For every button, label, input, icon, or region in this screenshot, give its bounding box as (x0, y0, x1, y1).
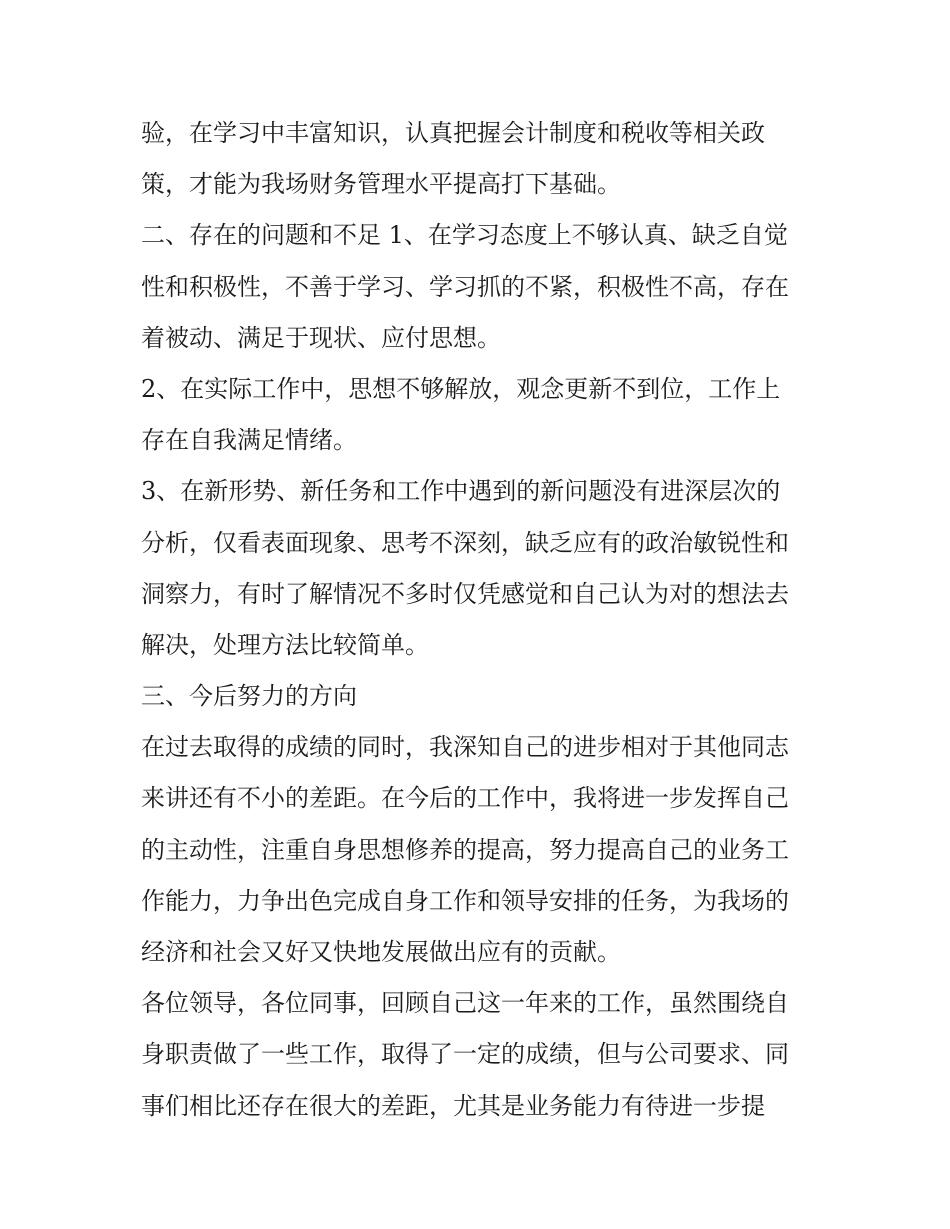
text-line: 策，才能为我场财务管理水平提高打下基础。 (141, 170, 621, 199)
text-line: 来讲还有不小的差距。在今后的工作中，我将进一步发挥自己 (141, 784, 789, 813)
text-line: 经济和社会又好又快地发展做出应有的贡献。 (141, 938, 621, 966)
text-line: 2、在实际工作中，思想不够解放，观念更新不到位，工作上 (141, 374, 781, 403)
text-line: 分析，仅看表面现象、思考不深刻，缺乏应有的政治敏锐性和 (141, 528, 789, 557)
text-line: 验，在学习中丰富知识，认真把握会计制度和税收等相关政 (141, 119, 765, 147)
text-line: 洞察力，有时了解情况不多时仅凭感觉和自己认为对的想法去 (141, 579, 789, 608)
section-heading: 三、今后努力的方向 (141, 682, 357, 711)
text-line: 3、在新形势、新任务和工作中遇到的新问题没有进深层次的 (141, 477, 781, 506)
text-line: 各位领导，各位同事，回顾自己这一年来的工作，虽然围绕自 (141, 989, 789, 1018)
text-line: 在过去取得的成绩的同时，我深知自己的进步相对于其他同志 (141, 733, 789, 762)
text-line: 解决，处理方法比较简单。 (141, 630, 429, 659)
text-line: 的主动性，注重自身思想修养的提高，努力提高自己的业务工 (141, 835, 789, 864)
text-line: 存在自我满足情绪。 (141, 426, 357, 455)
text-line: 事们相比还存在很大的差距，尤其是业务能力有待进一步提 (141, 1091, 765, 1120)
text-line: 着被动、满足于现状、应付思想。 (141, 323, 501, 352)
text-line: 性和积极性，不善于学习、学习抓的不紧，积极性不高，存在 (141, 272, 789, 301)
text-line: 身职责做了一些工作，取得了一定的成绩，但与公司要求、同 (141, 1040, 789, 1069)
text-line: 作能力，力争出色完成自身工作和领导安排的任务，为我场的 (141, 886, 789, 915)
document-body (141, 108, 813, 1132)
section-heading-line: 二、存在的问题和不足 1、在学习态度上不够认真、缺乏自觉 (141, 221, 788, 250)
